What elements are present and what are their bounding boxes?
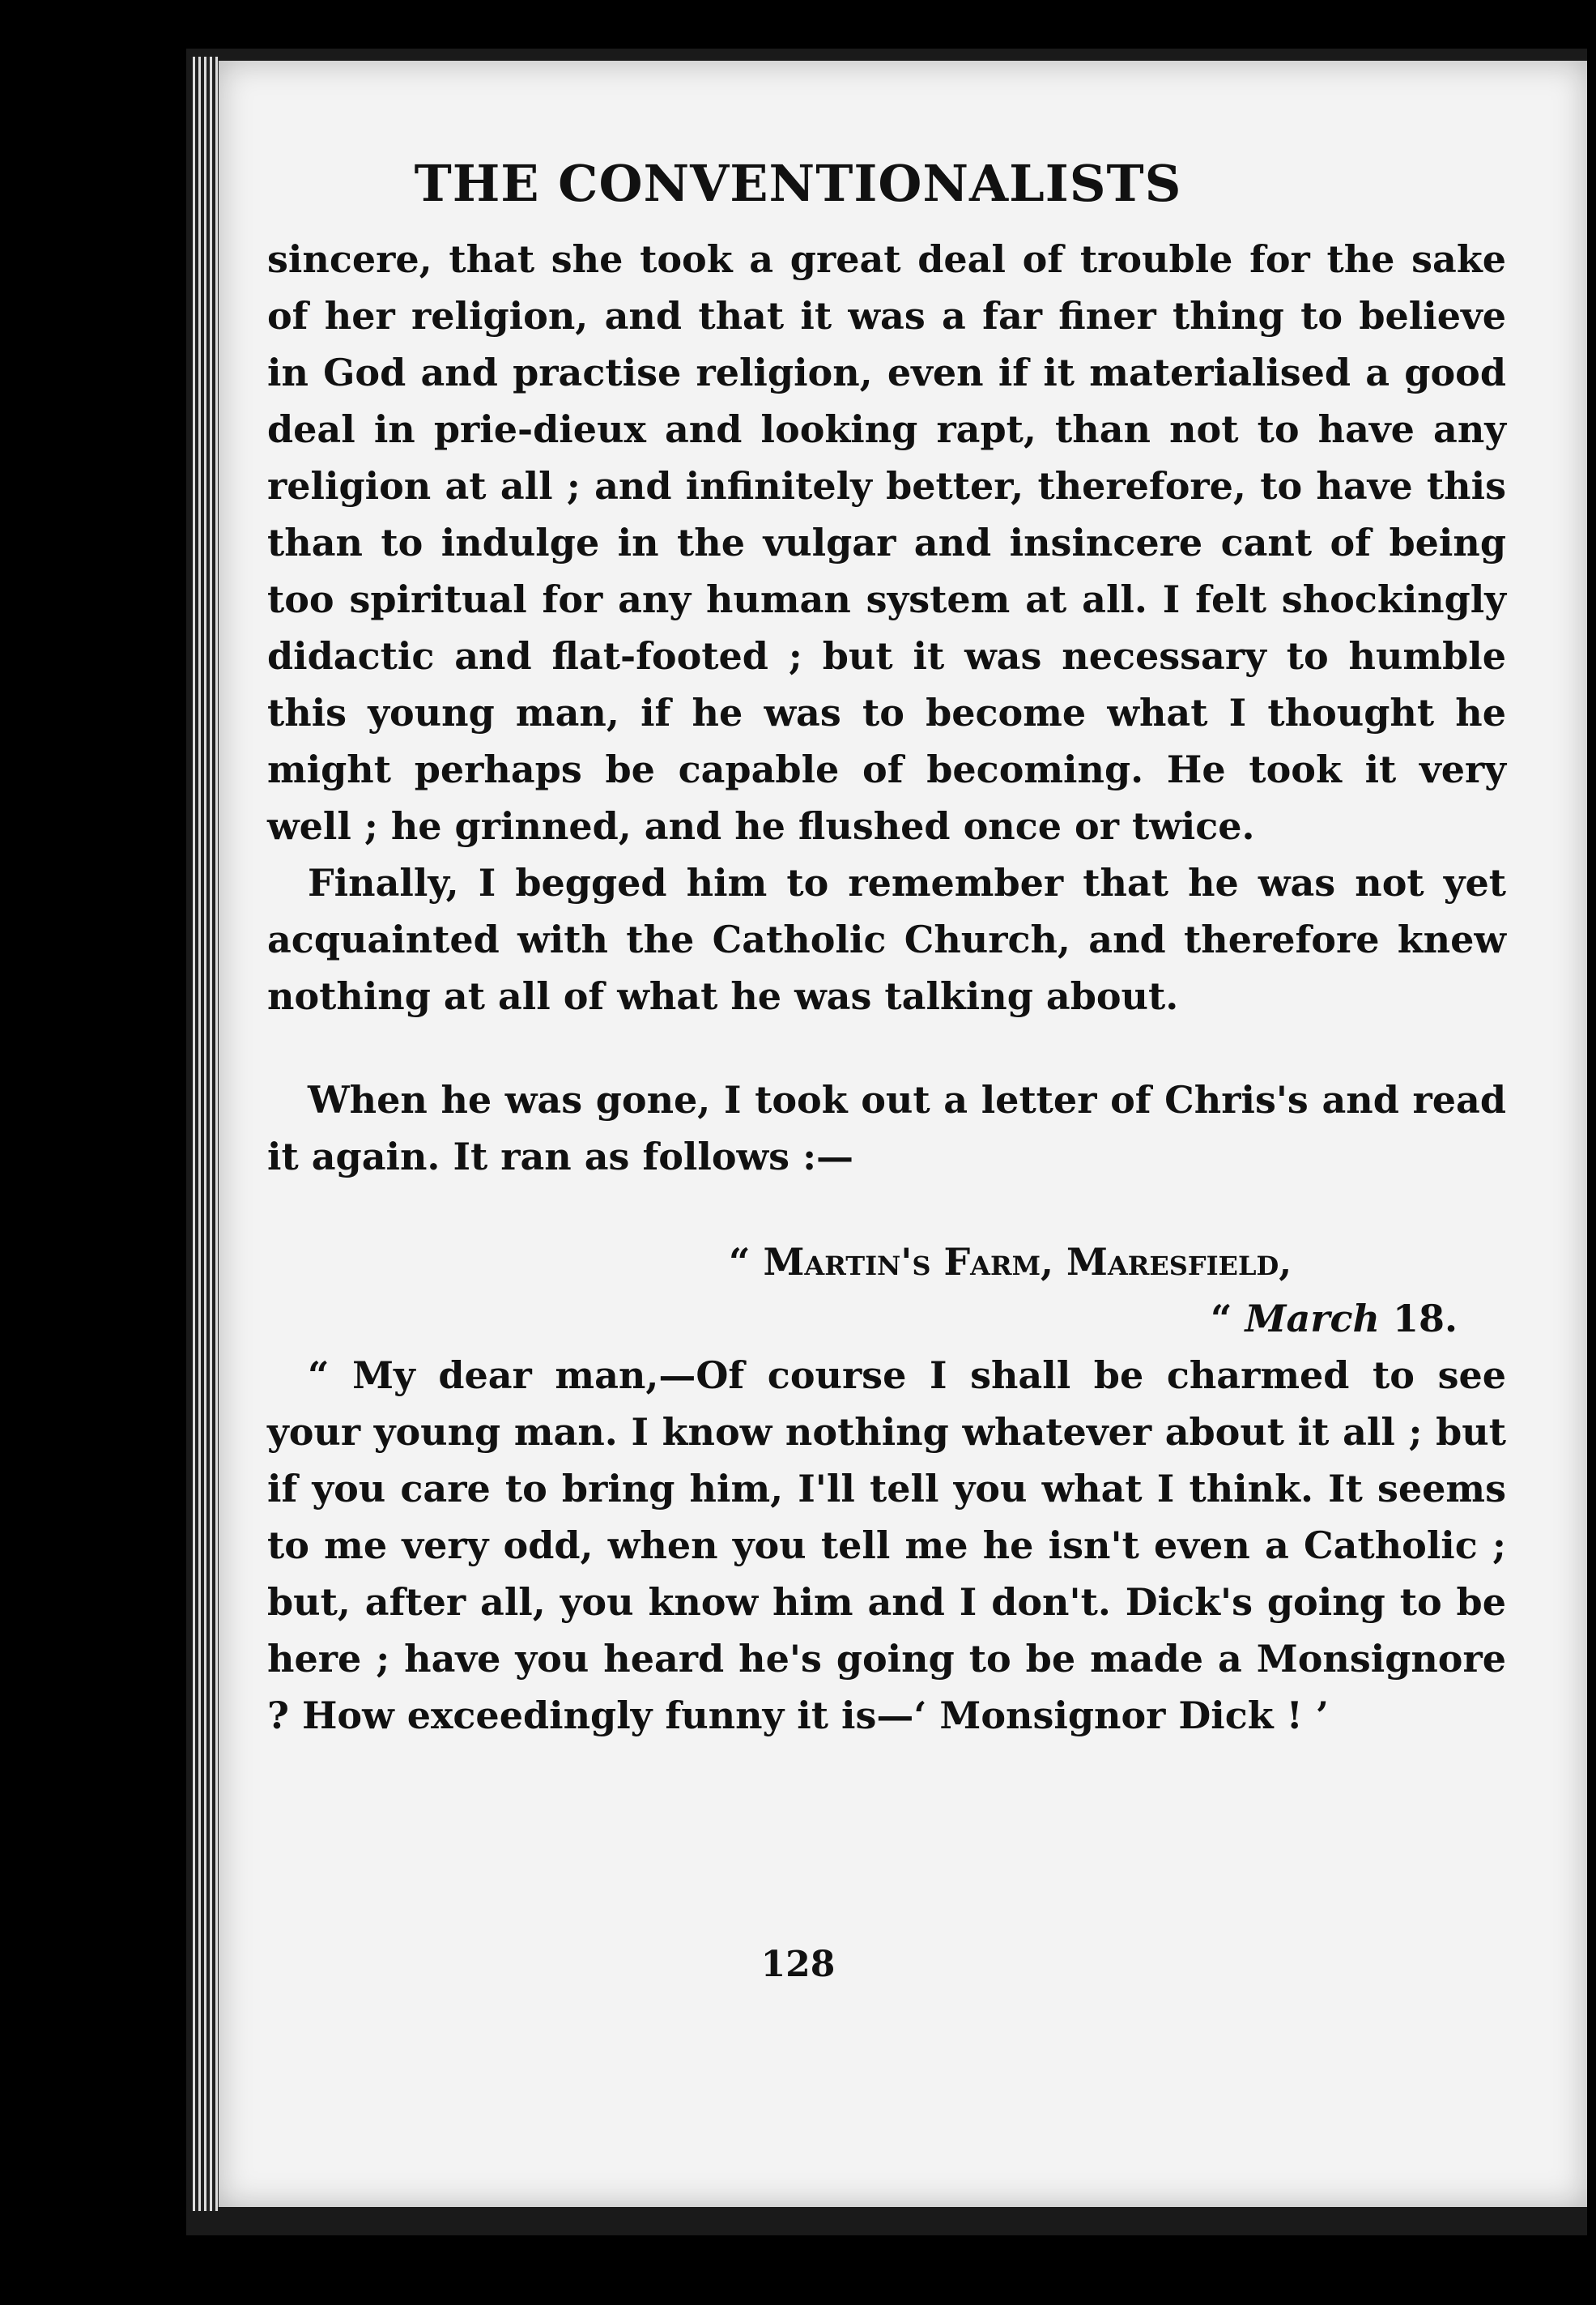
letter-body: “ My dear man,—Of course I shall be charmed to see your young man. I know nothing whatever about it all ; but if you care to bring him, I'll tell you what I think. It seems to me very odd, when you tell me he isn't even a Catholic ; but, after all, you know him and I don't. Dick's going to be here ; have you heard he's going to be made a Monsignore ? How exceedingly funny it is—‘ Monsignor Dick ! ’ xyxy=(267,1353,1506,1737)
running-head: THE CONVENTIONALISTS xyxy=(414,154,1182,213)
letter-date-day: 18. xyxy=(1379,1297,1458,1340)
letter-address: “ Martin's Farm, Maresfield, xyxy=(729,1240,1292,1284)
paragraph-continuation: sincere, that she took a great deal of trouble for the sake of her religion, and that it was a far finer thing to believe in God and practise religion, even if it materialised a good deal in prie-dieux and looking rapt, than not to have any religion at all ; and infinitely better, therefore, to have this than to indulge in the vulgar and insincere cant of being too spiritual for any human system at all. I felt shockingly didactic and flat-footed ; but it was necessary to humble this young man, if he was to become what I thought he might perhaps be capable of becoming. He took it very well ; he grinned, and he flushed once or twice. xyxy=(267,237,1506,848)
page-body xyxy=(267,231,1506,1744)
section-break xyxy=(267,1025,1506,1072)
page-stack-edge xyxy=(193,57,219,2211)
letter-date-month: March xyxy=(1245,1297,1380,1340)
page-number: 128 xyxy=(760,1944,836,1985)
paragraph-letter-intro: When he was gone, I took out a letter of Chris's and read it again. It ran as follows :— xyxy=(267,1078,1506,1178)
paragraph-finally: Finally, I begged him to remember that he was not yet acquainted with the Catholic Church, and therefore knew nothing at all of what he was talking about. xyxy=(267,861,1506,1018)
letter-date xyxy=(267,1290,1506,1347)
letter-date-prefix: “ xyxy=(1211,1297,1245,1340)
